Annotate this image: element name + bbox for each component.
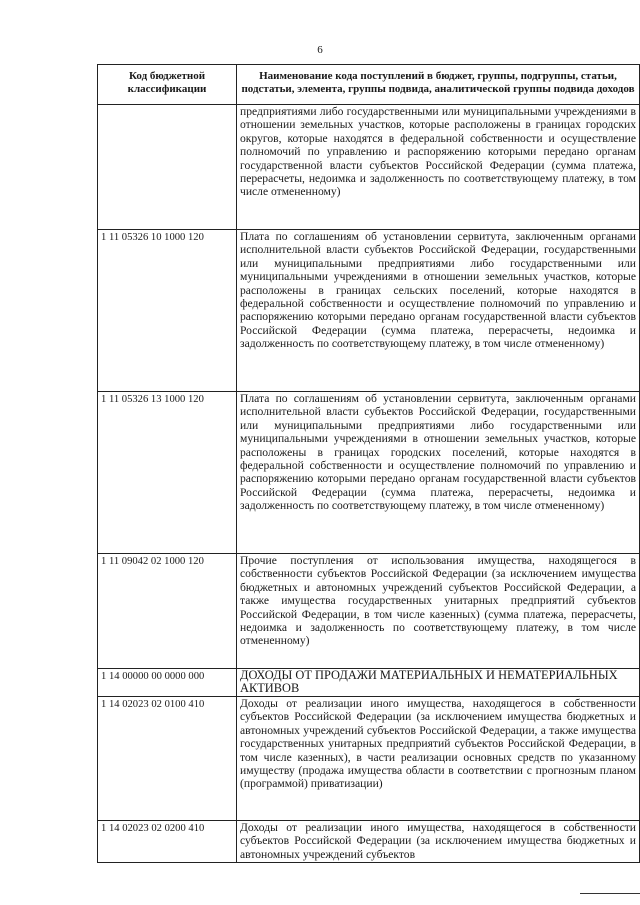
row-name: Плата по соглашениям об установлении сервитута, заключенным органами исполнительной власти субъектов Российской Федерации, государственными или муниципальными предприятиями либо государственными или муниципальными учреждениями в отношении земельных участков, которые расположены в границах сельских поселений, которые находятся в федеральной собственности и осуществление полномочий по управлению и распоряжению которыми передано органам государственной власти субъектов Российской Федерации (сумма платежа, перерасчеты, недоимка и задолженность по соответствующему платежу, в том числе отмененному) bbox=[237, 230, 640, 392]
row-name: Доходы от реализации иного имущества, находящегося в собственности субъектов Российской Федерации (за исключением имущества бюджетных и автономных учреждений субъектов Российской Федерации, а также имущества государственных унитарных предприятий субъектов Российской Федерации, в том числе казенных), в части реализации основных средств по указанному имуществу (продажа имущества области в соответствии с прогнозным планом (программой) приватизации) bbox=[237, 697, 640, 821]
table-row bbox=[98, 821, 640, 863]
row-code: 1 14 02023 02 0100 410 bbox=[98, 697, 237, 821]
page-number: 6 bbox=[317, 44, 323, 56]
table-header-row bbox=[98, 65, 640, 105]
table-row bbox=[98, 554, 640, 669]
budget-classification-table bbox=[97, 64, 640, 863]
table-row bbox=[98, 230, 640, 392]
bottom-rule bbox=[580, 893, 640, 894]
row-code: 1 11 09042 02 1000 120 bbox=[98, 554, 237, 669]
table-row bbox=[98, 392, 640, 554]
header-name: Наименование кода поступлений в бюджет, группы, подгруппы, статьи, подстатьи, элемента, группы подвида, аналитической группы подвида доходов bbox=[237, 65, 640, 105]
table-row bbox=[98, 697, 640, 821]
row-name: Прочие поступления от использования имущества, находящегося в собственности субъектов Российской Федерации (за исключением имущества бюджетных и автономных учреждений субъектов Российской Федерации, а также имущества государственных унитарных предприятий субъектов Российской Федерации, в том числе казенных) (сумма платежа, перерасчеты, недоимка и задолженность по соответствующему платежу, в том числе отмененному) bbox=[237, 554, 640, 669]
header-code: Код бюджетной классификации bbox=[98, 65, 237, 105]
table-section-row bbox=[98, 669, 640, 697]
section-code: 1 14 00000 00 0000 000 bbox=[98, 669, 237, 697]
row-name: Доходы от реализации иного имущества, находящегося в собственности субъектов Российской Федерации (за исключением имущества бюджетных и автономных учреждений субъектов bbox=[237, 821, 640, 863]
section-title: ДОХОДЫ ОТ ПРОДАЖИ МАТЕРИАЛЬНЫХ И НЕМАТЕРИАЛЬНЫХ АКТИВОВ bbox=[237, 669, 640, 697]
table-row bbox=[98, 105, 640, 230]
row-code: 1 11 05326 13 1000 120 bbox=[98, 392, 237, 554]
row-code: 1 14 02023 02 0200 410 bbox=[98, 821, 237, 863]
row-code: 1 11 05326 10 1000 120 bbox=[98, 230, 237, 392]
row-name: Плата по соглашениям об установлении сервитута, заключенным органами исполнительной власти субъектов Российской Федерации, государственными или муниципальными предприятиями либо государственными или муниципальными учреждениями в отношении земельных участков, которые расположены в границах городских поселений, которые находятся в федеральной собственности и осуществление полномочий по управлению и распоряжению которыми передано органам государственной власти субъектов Российской Федерации (сумма платежа, перерасчеты, недоимка и задолженность по соответствующему платежу, в том числе отмененному) bbox=[237, 392, 640, 554]
row-code bbox=[98, 105, 237, 230]
row-name: предприятиями либо государственными или муниципальными учреждениями в отношении земельных участков, которые расположены в границах городских округов, которые находятся в федеральной собственности и осуществление полномочий по управлению и распоряжению которыми передано органам государственной власти субъектов Российской Федерации (сумма платежа, перерасчеты, недоимка и задолженность по соответствующему платежу, в том числе отмененному) bbox=[237, 105, 640, 230]
